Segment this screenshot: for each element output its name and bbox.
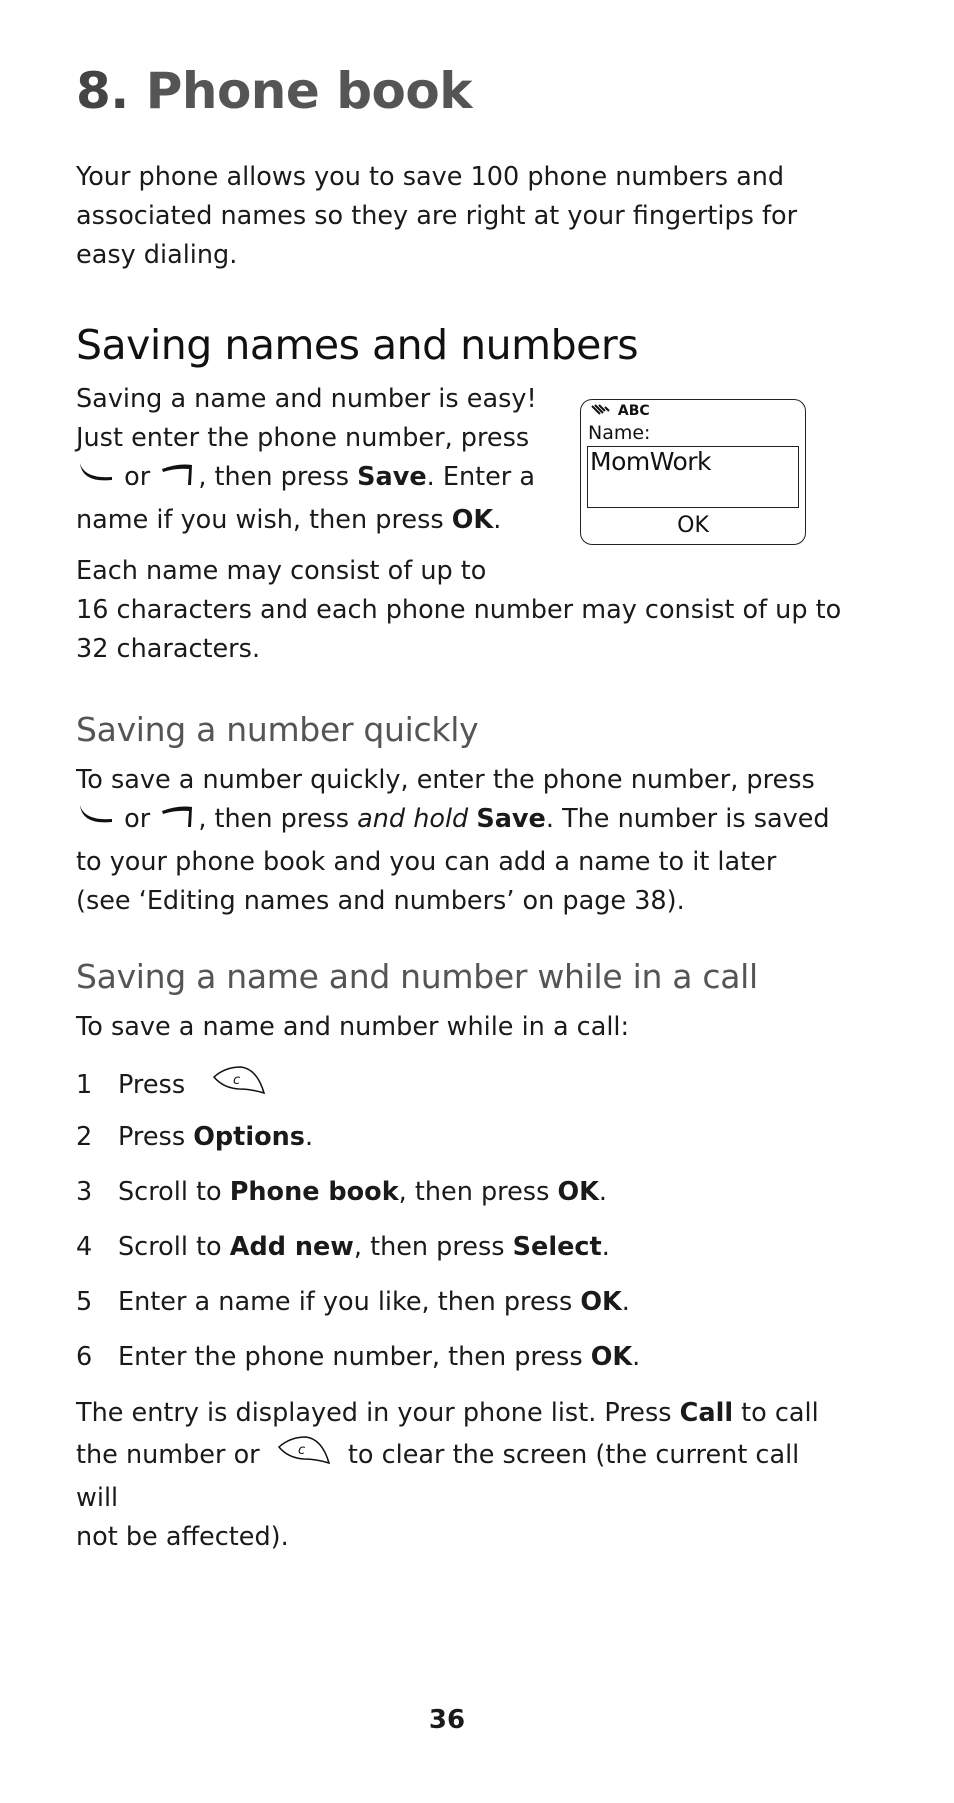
text-line: name if you wish, then press OK.	[76, 505, 502, 535]
save-key-text: Save	[357, 462, 427, 492]
svg-text:c: c	[297, 1443, 305, 1458]
step-item: 4 Scroll to Add new, then press Select.	[76, 1228, 610, 1267]
input-mode-indicator: ABC	[617, 403, 650, 419]
text-line: 16 characters and each phone number may consist of up to	[76, 595, 842, 625]
limits-paragraph	[76, 552, 841, 669]
text-line: or , then press Save. Enter a	[76, 458, 556, 501]
name-input-field	[587, 446, 799, 508]
step-number: 3	[76, 1177, 93, 1207]
step-number: 2	[76, 1122, 93, 1152]
subsection-title-incall: Saving a name and number while in a call	[76, 957, 758, 996]
outro-paragraph	[76, 1394, 836, 1557]
ok-key-text: OK	[451, 505, 494, 535]
chapter-title	[76, 62, 472, 120]
screen-status-bar	[591, 403, 650, 419]
text-line: Saving a name and number is easy!	[76, 384, 537, 414]
left-softkey-icon	[76, 801, 116, 843]
subsection-title-quick: Saving a number quickly	[76, 710, 479, 749]
call-key-text: Call	[679, 1398, 734, 1428]
clear-key-icon	[211, 1063, 267, 1109]
step-item: 6 Enter the phone number, then press OK.	[76, 1338, 640, 1377]
screen-label: Name:	[588, 422, 651, 444]
text-line: to your phone book and you can add a name to it later	[76, 847, 777, 877]
svg-text:c: c	[233, 1073, 241, 1088]
intro-line: associated names so they are right at your fingertips for	[76, 201, 798, 231]
text-line: (see ‘Editing names and numbers’ on page 38).	[76, 886, 685, 916]
save-key-text: Save	[476, 804, 546, 834]
chapter-title-text: Phone book	[145, 62, 472, 120]
text-line: To save a number quickly, enter the phone number, press	[76, 765, 815, 795]
intro-line: easy dialing.	[76, 240, 238, 270]
step-item: 3 Scroll to Phone book, then press OK.	[76, 1173, 607, 1212]
left-softkey-icon	[76, 459, 116, 501]
step-number: 5	[76, 1287, 93, 1317]
step-item: 2 Press Options.	[76, 1118, 313, 1157]
text-line: Each name may consist of up to	[76, 556, 487, 586]
phone-screen-illustration	[580, 399, 806, 545]
step-item: 1 Press c	[76, 1063, 267, 1109]
signal-icon	[591, 404, 613, 416]
text-line: the number or c to clear the screen (the current call will	[76, 1433, 836, 1518]
text-line: not be affected).	[76, 1522, 289, 1552]
text-line: 32 characters.	[76, 634, 261, 664]
name-input-value: MomWork	[590, 447, 712, 476]
or-text: or	[124, 804, 151, 834]
quick-paragraph	[76, 761, 830, 921]
text-line: The entry is displayed in your phone list. Press Call to call	[76, 1398, 819, 1428]
text-line: Just enter the phone number, press	[76, 423, 530, 453]
step-number: 6	[76, 1342, 93, 1372]
intro-line: Your phone allows you to save 100 phone numbers and	[76, 162, 785, 192]
incall-intro: To save a name and number while in a call:	[76, 1012, 630, 1042]
page-number: 36	[428, 1705, 466, 1735]
text-line: or , then press and hold Save. The number is saved	[76, 800, 830, 843]
step-item: 5 Enter a name if you like, then press OK.	[76, 1283, 630, 1322]
saving-paragraph	[76, 380, 556, 540]
screen-softkey-ok: OK	[677, 513, 709, 538]
or-text: or	[124, 462, 151, 492]
chapter-number: 8.	[76, 62, 129, 120]
section-title: Saving names and numbers	[76, 321, 639, 369]
right-softkey-icon	[158, 801, 198, 843]
step-number: 1	[76, 1070, 93, 1100]
clear-key-icon	[276, 1433, 332, 1479]
intro-paragraph	[76, 158, 797, 275]
step-number: 4	[76, 1232, 93, 1262]
right-softkey-icon	[158, 459, 198, 501]
